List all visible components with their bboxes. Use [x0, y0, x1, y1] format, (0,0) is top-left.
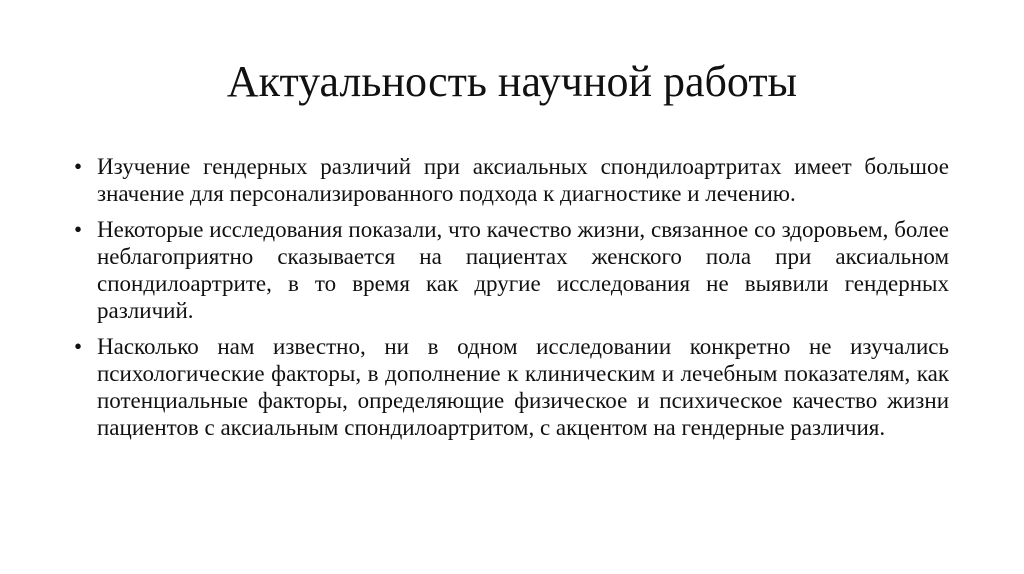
bullet-icon: •	[74, 334, 83, 359]
bullet-item	[74, 333, 949, 441]
bullet-text: Насколько нам известно, ни в одном исследовании конкретно не изучались психологические факторы, в дополнение к клиническим и лечебным показателям, как потенциальные факторы, определяющие физическое и психическое качество жизни пациентов с аксиальным спондилоартритом, с акцентом на гендерные различия.	[97, 334, 949, 440]
bullet-item	[74, 216, 949, 324]
bullet-item	[74, 153, 949, 207]
slide-title: Актуальность научной работы	[226, 57, 798, 106]
bullet-icon: •	[74, 217, 83, 242]
bullet-text: Изучение гендерных различий при аксиальных спондилоартритах имеет большое значение для персонализированного подхода к диагностике и лечению.	[97, 154, 949, 206]
bullet-text: Некоторые исследования показали, что качество жизни, связанное со здоровьем, более неблагоприятно сказывается на пациентах женского пола при аксиальном спондилоартрите, в то время как другие исследования не выявили гендерных различий.	[97, 217, 949, 323]
bullet-icon: •	[74, 154, 83, 179]
bullet-list	[74, 153, 949, 450]
